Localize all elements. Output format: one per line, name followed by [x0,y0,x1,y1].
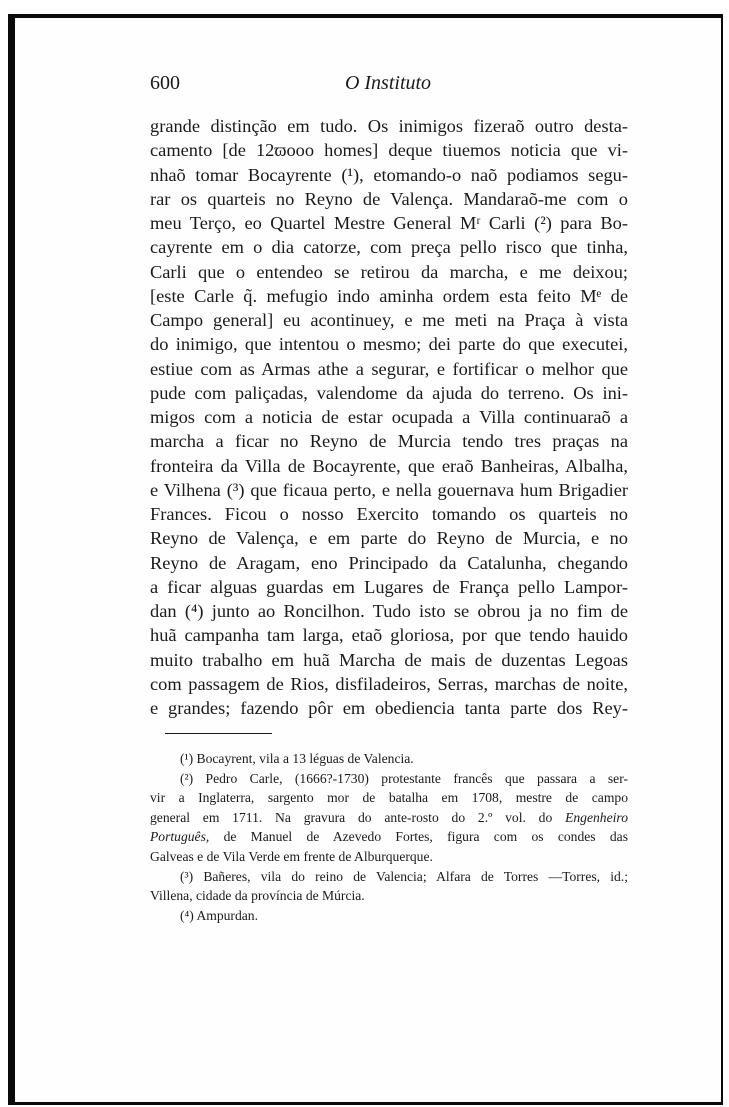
footnotes [150,749,628,925]
footnote-2-title: Português, [150,829,210,845]
text-line: grande distinção em tudo. Os inimigos fizeraõ outro desta- [150,116,628,136]
footnote-2-line: (²) Pedro Carle, (1666?-1730) protestante francês que passara a ser- [180,770,628,786]
text-line: camento [de 12ϖooo homes] deque tiuemos noticia que vi- [150,140,628,161]
text-line: a ficar alguas guardas em Lugares de França pello Lampor- [150,576,628,597]
footnote-2-title: Engenheiro [565,809,628,825]
footnote-1: (¹) Bocayrent, vila a 13 léguas de Valencia. [180,751,414,766]
footnote-2-line [150,827,628,847]
footnote-2-line: Galveas e de Vila Verde em frente de Alburquerque. [150,848,433,864]
footnote-3-line: (³) Bañeres, vila do reino de Valencia; Alfara de Torres —Torres, id.; [180,868,628,884]
footnote-4: (⁴) Ampurdan. [180,907,258,923]
body-text [150,114,628,720]
text-line: nhaõ tomar Bocayrente (¹), etomando-o naõ podiamos segu- [150,164,628,185]
footnote-2-line: vir a Inglaterra, sargento mor de batalha em 1708, mestre de campo [150,790,628,806]
text-line: pude com paliçadas, valendome da ajuda do terreno. Os ini- [150,382,628,403]
page-number: 600 [150,72,180,94]
text-line: Frances. Ficou o nosso Exercito tomando os quarteis no [150,504,628,524]
text-line: e Vilhena (³) que ficaua perto, e nella gouernava hum Brigadier [150,479,628,500]
page-header [150,72,626,98]
text-line: marcha a ficar no Reyno de Murcia tendo tres praças na [150,431,628,452]
text-line: estiue com as Armas athe a segurar, e fortificar o melhor que [150,358,628,379]
text-line: Carli que o entendeo se retirou da marcha, e me deixou; [150,261,628,282]
text-line: muito trabalho em huã Marcha de mais de duzentas Legoas [150,649,628,670]
footnote-3-line: Villena, cidade da província de Múrcia. [150,888,365,904]
text-line: rar os quarteis no Reyno de Valença. Mandaraõ-me com o [150,188,628,209]
footnote-rule [165,733,272,734]
text-line: e grandes; fazendo pôr em obediencia tanta parte dos Rey- [150,698,628,718]
text-line: huã campanha tam larga, etaõ gloriosa, por que tendo hauido [150,625,628,646]
text-line: meu Terço, eo Quartel Mestre General Mʳ Carli (²) para Bo- [150,213,628,233]
footnote-2-text: general em 1711. Na gravura do ante-rosto do 2.º vol. do [150,809,553,825]
text-line: fronteira da Villa de Bocayrente, que eraõ Banheiras, Albalha, [150,455,628,476]
footnote-2-line [150,808,628,828]
text-line: Reyno de Aragam, eno Principado da Catalunha, chegando [150,552,628,573]
text-line: Campo general] eu acontinuey, e me meti na Praça à vista [150,310,628,330]
text-line: com passagem de Rios, disfiladeiros, Serras, marchas de noite, [150,673,628,694]
text-line: Reyno de Valença, e em parte do Reyno de Murcia, e no [150,528,628,549]
running-title: O Instituto [344,72,432,94]
text-line: cayrente em o dia catorze, com preça pello risco que tinha, [150,237,628,258]
text-line: do inimigo, que intentou o mesmo; dei parte do que executei, [150,334,628,355]
text-line: migos com a noticia de estar ocupada a Villa continuaraõ a [150,407,628,427]
text-line: dan (⁴) junto ao Roncilhon. Tudo isto se obrou ja no fim de [150,601,628,621]
footnote-2-text: de Manuel de Azevedo Fortes, figura com os condes das [223,829,628,845]
text-line: [este Carle q̃. mefugio indo aminha ordem esta feito Mᵉ de [150,285,628,306]
